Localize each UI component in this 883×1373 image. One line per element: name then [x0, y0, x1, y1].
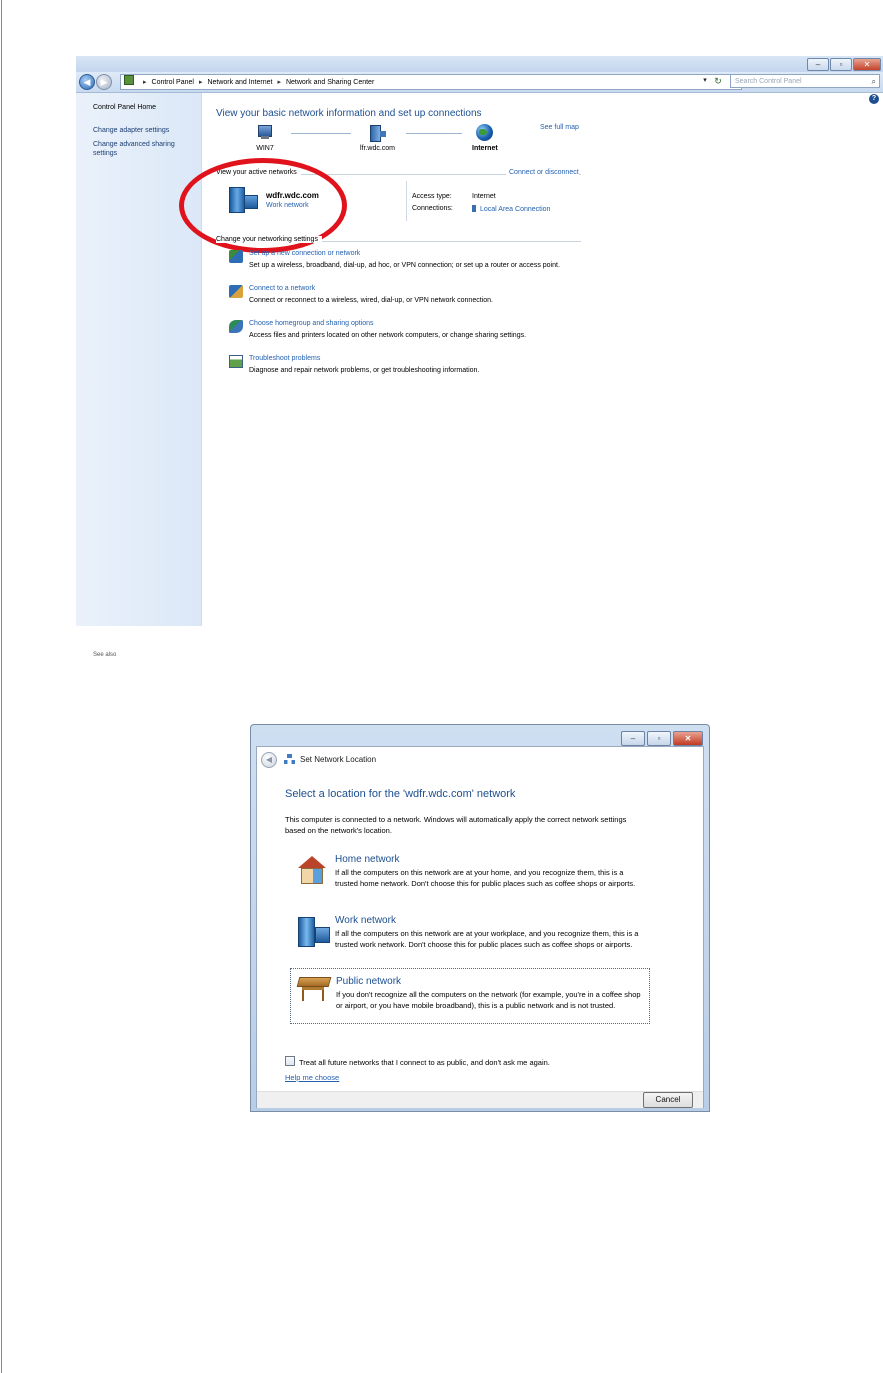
task-description: Diagnose and repair network problems, or get troubleshooting information. — [249, 367, 480, 374]
breadcrumb-network-internet[interactable]: Network and Internet — [207, 79, 273, 86]
back-button[interactable]: ◀ — [79, 74, 95, 90]
chevron-right-icon: ▸ — [198, 79, 203, 86]
connections-value: Local Area Connection — [480, 206, 551, 213]
map-node-label: Internet — [472, 145, 498, 152]
park-bench-icon — [296, 973, 330, 1003]
breadcrumb-control-panel[interactable]: Control Panel — [151, 79, 194, 86]
troubleshoot-icon — [229, 355, 243, 368]
forward-button[interactable]: ▶ — [96, 74, 112, 90]
set-network-location-dialog — [250, 724, 710, 1112]
map-node-computer — [256, 125, 274, 152]
connection-line — [406, 133, 462, 134]
sidebar — [76, 93, 202, 658]
main-content — [216, 93, 856, 626]
option-description: If you don't recognize all the computers on the network (for example, you're in a coffee shop or airport, or you have mobile broadband), this is a public network and is not trusted. — [336, 990, 641, 1010]
network-icon — [284, 754, 295, 764]
option-description: If all the computers on this network are at your workplace, and you recognize them, this is a trusted work network. Don't choose this for public places such as coffee shops or airports. — [335, 929, 639, 949]
computer-icon — [256, 125, 274, 141]
dialog-header — [257, 747, 703, 773]
help-me-choose-link[interactable]: Help me choose — [285, 1073, 340, 1082]
close-button[interactable]: ✕ — [673, 731, 703, 746]
map-node-internet — [472, 124, 498, 152]
setup-connection-icon — [229, 250, 243, 263]
network-type-link[interactable]: Work network — [266, 202, 309, 209]
option-title: Public network — [336, 976, 402, 987]
option-work-network[interactable] — [290, 913, 650, 969]
option-description: If all the computers on this network are at your home, and you recognize them, this is a trusted home network. Don't choose this for public places such as coffee shops or airports. — [335, 868, 636, 888]
see-also-label: See also — [93, 652, 117, 658]
access-type-label: Access type: — [412, 193, 452, 200]
connect-disconnect-link[interactable]: Connect or disconnect — [506, 169, 579, 176]
connection-plug-icon — [472, 205, 476, 212]
active-networks-label: View your active networks — [216, 169, 301, 176]
sidebar-item-advanced-sharing-cont[interactable]: settings — [93, 150, 118, 157]
connections-label: Connections: — [412, 205, 453, 212]
network-icon — [369, 125, 387, 141]
task-link[interactable]: Choose homegroup and sharing options — [249, 320, 374, 327]
access-type-value: Internet — [472, 193, 496, 200]
cancel-button[interactable]: Cancel — [643, 1092, 693, 1108]
option-home-network[interactable] — [290, 852, 650, 908]
connection-line — [291, 133, 351, 134]
dialog-title: Set Network Location — [300, 755, 377, 764]
sidebar-item-home[interactable]: Control Panel Home — [93, 104, 157, 111]
title-bar — [76, 56, 883, 72]
chevron-right-icon: ▸ — [143, 79, 147, 86]
connect-network-icon — [229, 285, 243, 298]
change-settings-label: Change your networking settings — [216, 236, 322, 243]
task-description: Access files and printers located on other network computers, or change sharing settings. — [249, 332, 527, 339]
maximize-button[interactable]: ▫ — [647, 731, 671, 746]
map-node-domain — [360, 125, 395, 152]
breadcrumb-network-sharing[interactable]: Network and Sharing Center — [285, 79, 375, 86]
network-name: wdfr.wdc.com — [266, 191, 319, 200]
maximize-button[interactable]: ▫ — [830, 58, 852, 71]
minimize-button[interactable]: – — [807, 58, 829, 71]
treat-public-checkbox[interactable] — [285, 1056, 295, 1066]
option-title: Home network — [335, 854, 400, 865]
refresh-icon[interactable]: ↻ — [714, 76, 722, 86]
checkbox-label[interactable]: Treat all future networks that I connect to as public, and don't ask me again. — [299, 1058, 550, 1067]
house-icon — [295, 856, 329, 886]
sidebar-item-advanced-sharing[interactable]: Change advanced sharing — [93, 141, 175, 148]
sidebar-item-adapter-settings[interactable]: Change adapter settings — [93, 127, 170, 134]
minimize-button[interactable]: – — [621, 731, 645, 746]
page-margin-rule — [1, 0, 2, 1373]
dialog-footer — [257, 1091, 703, 1108]
address-dropdown-icon[interactable]: ▾ — [703, 77, 707, 84]
divider — [406, 181, 407, 221]
task-link[interactable]: Connect to a network — [249, 285, 316, 292]
task-description: Connect or reconnect to a wireless, wired, dial-up, or VPN network connection. — [249, 297, 493, 304]
treat-public-checkbox-row — [285, 1056, 550, 1067]
dialog-body — [256, 746, 704, 1108]
task-link[interactable]: Set up a new connection or network — [249, 250, 361, 257]
network-sharing-center-window — [76, 56, 883, 658]
search-placeholder: Search Control Panel — [735, 78, 802, 85]
help-icon[interactable]: ? — [869, 94, 879, 104]
chevron-right-icon: ▸ — [277, 79, 281, 86]
see-full-map-link[interactable]: See full map — [540, 124, 579, 131]
control-panel-icon — [124, 75, 134, 85]
page-title: View your basic network information and set up connections — [216, 108, 482, 119]
map-node-label: WIN7 — [256, 145, 274, 152]
task-link[interactable]: Troubleshoot problems — [249, 355, 321, 362]
dialog-heading: Select a location for the 'wdfr.wdc.com' network — [285, 788, 516, 800]
back-button[interactable]: ◀ — [261, 752, 277, 768]
navigation-bar — [76, 72, 883, 93]
globe-icon — [476, 124, 493, 141]
dialog-intro: This computer is connected to a network. Windows will automatically apply the correct network settings based on the network's location. — [285, 815, 627, 835]
window-controls — [807, 58, 881, 71]
search-input[interactable] — [730, 74, 880, 88]
task-description: Set up a wireless, broadband, dial-up, ad hoc, or VPN connection; or set up a router or access point. — [249, 262, 560, 269]
option-title: Work network — [335, 915, 396, 926]
office-building-icon — [295, 917, 329, 947]
window-controls — [621, 731, 703, 746]
connections-link[interactable] — [472, 205, 550, 213]
option-public-network[interactable] — [290, 968, 650, 1024]
search-icon[interactable]: ⌕ — [871, 77, 876, 86]
close-button[interactable]: ✕ — [853, 58, 881, 71]
homegroup-icon — [229, 320, 243, 333]
map-node-label: lfr.wdc.com — [360, 145, 396, 152]
address-bar[interactable] — [120, 74, 742, 90]
